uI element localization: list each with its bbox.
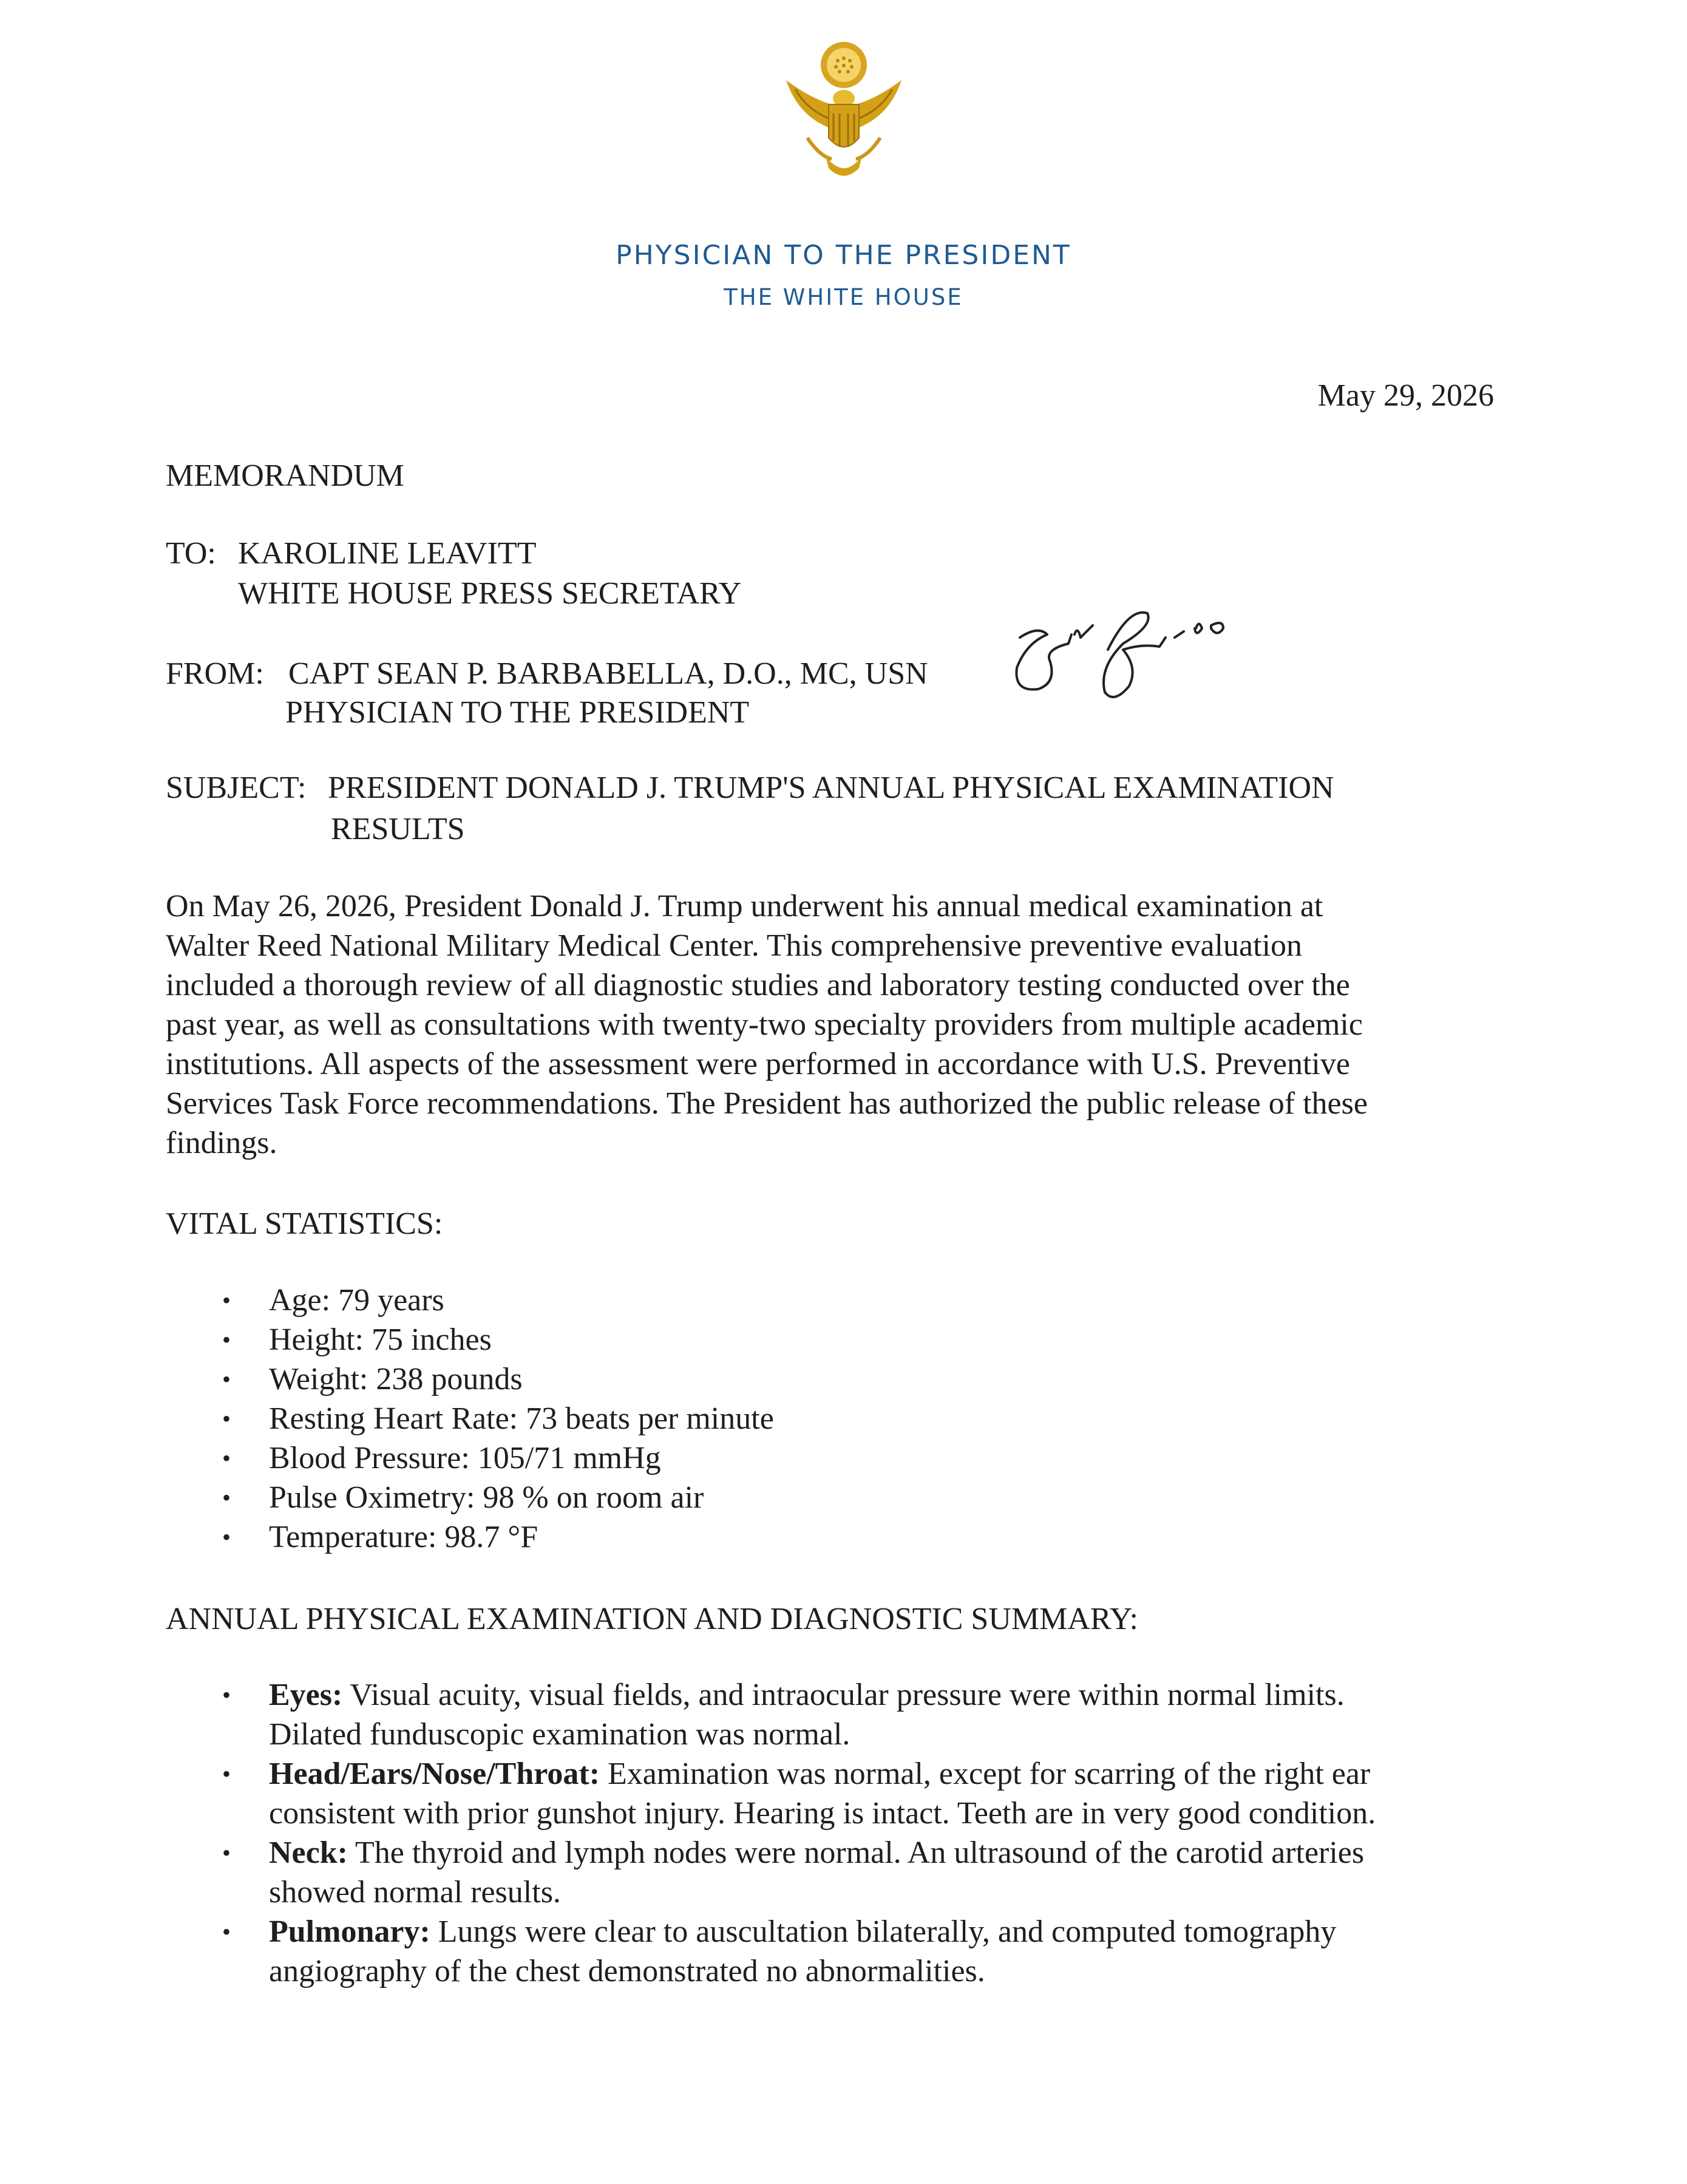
- intro-line: institutions. All aspects of the assessment were performed in accordance with U.S. Preventive: [166, 1047, 1350, 1081]
- memo-heading: MEMORANDUM: [166, 458, 404, 493]
- intro-paragraph: [166, 886, 1471, 1163]
- bullet-icon: •: [222, 1523, 231, 1551]
- vitals-heading: VITAL STATISTICS:: [166, 1206, 443, 1241]
- list-item: • Age: 79 years: [166, 1281, 774, 1320]
- intro-line: On May 26, 2026, President Donald J. Trump underwent his annual medical examination at: [166, 889, 1323, 924]
- from-label: FROM:: [166, 656, 264, 691]
- list-item: • Temperature: 98.7 °F: [166, 1517, 774, 1557]
- bullet-icon: •: [222, 1326, 231, 1353]
- list-item: • Weight: 238 pounds: [166, 1359, 774, 1399]
- letterhead-title: PHYSICIAN TO THE PRESIDENT: [616, 240, 1071, 271]
- exam-item-label: Eyes:: [269, 1678, 343, 1712]
- bullet-icon: •: [222, 1287, 231, 1314]
- bullet-icon: •: [222, 1405, 231, 1432]
- list-item: • Eyes: Visual acuity, visual fields, and intraocular pressure were within normal limits. Dilated funduscopic examination was normal.: [166, 1675, 1376, 1754]
- intro-line: findings.: [166, 1126, 277, 1160]
- subject-label: SUBJECT:: [166, 771, 307, 805]
- list-item: • Pulse Oximetry: 98 % on room air: [166, 1478, 774, 1517]
- memo-date: May 29, 2026: [1317, 378, 1494, 413]
- list-item: • Height: 75 inches: [166, 1320, 774, 1359]
- handwritten-signature-icon: [1002, 601, 1244, 723]
- exam-item-label: Neck:: [269, 1835, 348, 1870]
- intro-line: past year, as well as consultations with twenty-two specialty providers from multiple academic: [166, 1007, 1363, 1042]
- list-item: • Blood Pressure: 105/71 mmHg: [166, 1438, 774, 1478]
- list-item: • Neck: The thyroid and lymph nodes were normal. An ultrasound of the carotid arteries showed normal results.: [166, 1833, 1376, 1912]
- list-item: • Resting Heart Rate: 73 beats per minute: [166, 1399, 774, 1438]
- great-seal-eagle-icon: [774, 38, 914, 183]
- bullet-icon: •: [222, 1444, 231, 1472]
- to-title: WHITE HOUSE PRESS SECRETARY: [238, 576, 742, 611]
- bullet-icon: •: [222, 1681, 231, 1709]
- from-title: PHYSICIAN TO THE PRESIDENT: [285, 695, 750, 730]
- list-item: • Head/Ears/Nose/Throat: Examination was normal, except for scarring of the right ear consistent with prior gunshot injury. Hearing is intact. Teeth are in very good condition.: [166, 1754, 1376, 1833]
- bullet-icon: •: [222, 1484, 231, 1511]
- intro-line: Services Task Force recommendations. The President has authorized the public release of these: [166, 1086, 1368, 1121]
- exam-item-label: Head/Ears/Nose/Throat:: [269, 1757, 600, 1791]
- vitals-list: [166, 1281, 774, 1557]
- subject-line-1: PRESIDENT DONALD J. TRUMP'S ANNUAL PHYSICAL EXAMINATION: [328, 771, 1334, 805]
- subject-line-2: RESULTS: [331, 812, 465, 846]
- bullet-icon: •: [222, 1760, 231, 1788]
- to-name: KAROLINE LEAVITT: [238, 536, 537, 571]
- exam-list: [166, 1675, 1376, 1991]
- list-item: • Pulmonary: Lungs were clear to auscultation bilaterally, and computed tomography angiography of the chest demonstrated no abnormalities.: [166, 1912, 1376, 1991]
- from-name: CAPT SEAN P. BARBABELLA, D.O., MC, USN: [288, 656, 928, 691]
- intro-line: Walter Reed National Military Medical Center. This comprehensive preventive evaluation: [166, 928, 1303, 963]
- exam-item-label: Pulmonary:: [269, 1914, 430, 1949]
- letterhead-subtitle: THE WHITE HOUSE: [724, 284, 963, 310]
- exam-heading: ANNUAL PHYSICAL EXAMINATION AND DIAGNOSTIC SUMMARY:: [166, 1602, 1138, 1636]
- bullet-icon: •: [222, 1839, 231, 1866]
- to-label: TO:: [166, 536, 216, 571]
- intro-line: included a thorough review of all diagnostic studies and laboratory testing conducted over the: [166, 968, 1350, 1002]
- bullet-icon: •: [222, 1918, 231, 1945]
- bullet-icon: •: [222, 1366, 231, 1393]
